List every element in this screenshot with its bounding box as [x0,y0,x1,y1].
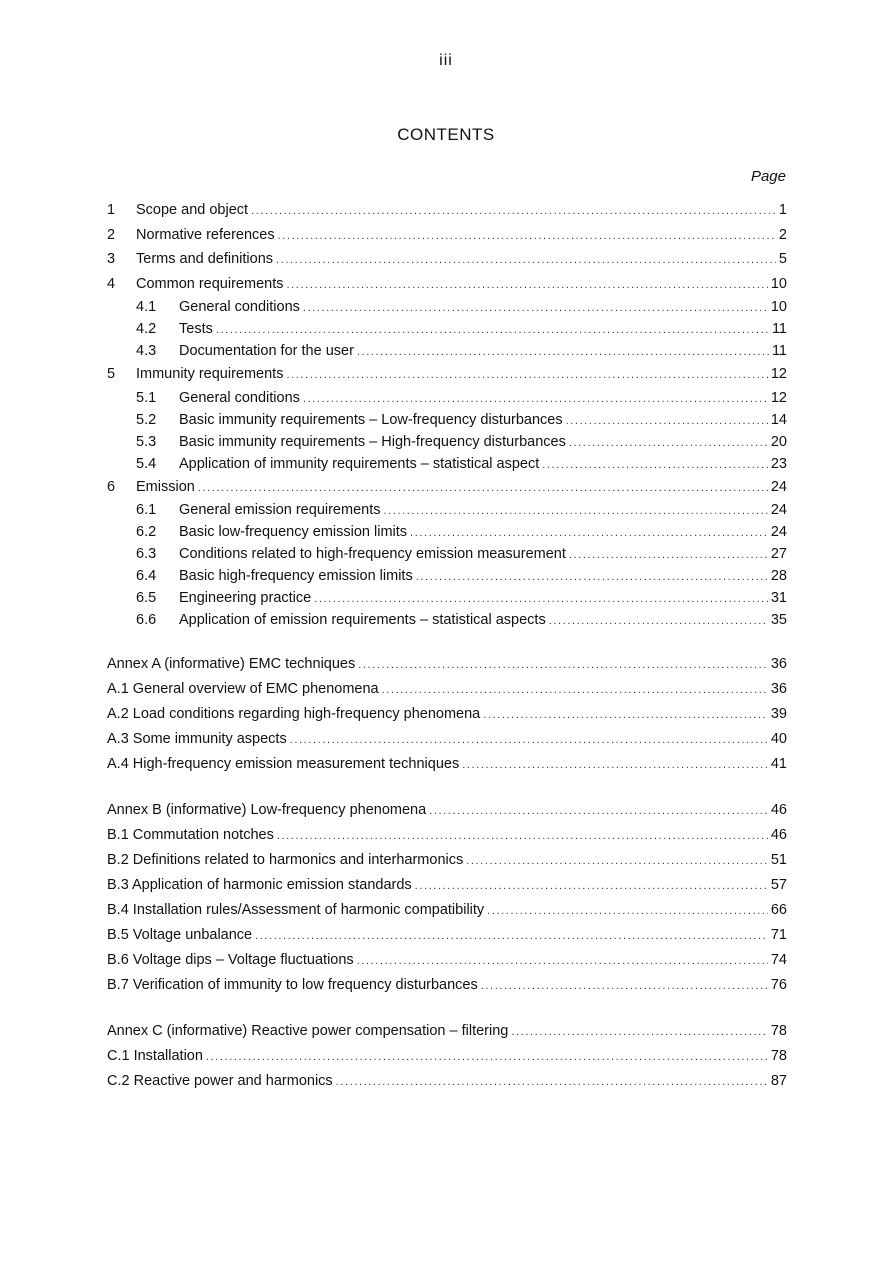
toc-entry-title: B.3 Application of harmonic emission standards [107,877,412,893]
toc-entry-number: 4.2 [136,321,157,337]
toc-dot-leader [566,410,768,432]
toc-entry-number: 3 [107,251,116,267]
toc-dot-leader [314,588,768,610]
toc-entry-number: 4 [107,275,116,292]
toc-entry-title: Annex C (informative) Reactive power compensation – filtering [107,1023,509,1039]
toc-dot-leader [483,703,768,728]
toc-entry-page: 39 [770,706,787,722]
toc-entry-page: 5 [778,251,787,267]
section-gap [107,998,787,1019]
toc-entry[interactable] [107,565,787,587]
toc-entry[interactable] [107,521,787,543]
toc-entry-title: Scope and object [136,202,249,218]
toc-dot-leader [276,248,776,273]
toc-entry-title: C.1 Installation [107,1048,203,1064]
toc-entry[interactable] [107,387,787,409]
toc-entry-title: General conditions [179,389,300,406]
toc-entry-page: 78 [770,1023,787,1039]
toc-entry[interactable] [107,318,787,340]
toc-entry-page: 40 [770,731,787,747]
toc-entry-page: 78 [770,1048,787,1064]
toc-entry[interactable] [107,898,787,923]
toc-dot-leader [303,388,768,410]
toc-entry-page: 35 [770,612,787,628]
toc-entry-title: Normative references [136,226,275,243]
toc-entry-page: 10 [770,275,787,292]
toc-entry-title: B.1 Commutation notches [107,827,274,843]
toc-entry-title: Common requirements [136,275,284,292]
toc-dot-leader [303,297,768,319]
toc-entry-page: 41 [770,756,787,772]
page-column-label: Page [750,168,786,185]
toc-entry-title: B.4 Installation rules/Assessment of harmonic compatibility [107,902,485,918]
toc-entry[interactable] [107,798,787,823]
toc-dot-leader [462,753,768,778]
toc-dot-leader [410,522,768,544]
toc-dot-leader [286,363,767,388]
toc-dot-leader [251,199,776,224]
toc-entry[interactable] [107,247,787,272]
toc-entry-page: 36 [770,656,787,672]
toc-entry-number: 6.4 [136,568,157,584]
toc-dot-leader [255,924,768,949]
toc-entry[interactable] [107,752,787,777]
toc-entry[interactable] [107,475,787,500]
toc-entry-title: Terms and definitions [136,251,274,267]
toc-entry-number: 6 [107,478,116,495]
toc-entry-page: 11 [771,321,787,337]
toc-entry-title: Documentation for the user [179,343,354,359]
toc-dot-leader [487,899,768,924]
toc-entry-page: 36 [770,681,787,697]
page-number: iii [439,52,453,69]
toc-entry-page: 51 [770,852,787,868]
toc-entry-page: 20 [770,433,787,450]
toc-entry[interactable] [107,409,787,431]
toc-entry-page: 71 [770,927,787,943]
toc-entry[interactable] [107,272,787,297]
toc-entry-title: Basic high-frequency emission limits [179,568,413,584]
toc-dot-leader [206,1045,768,1070]
toc-entry-title: General emission requirements [179,502,381,518]
toc-entry-title: B.7 Verification of immunity to low frequency disturbances [107,977,478,993]
toc-dot-leader [290,728,768,753]
toc-dot-leader [357,949,768,974]
toc-entry-title: Application of immunity requirements – statistical aspect [179,455,540,472]
toc-entry[interactable] [107,873,787,898]
toc-dot-leader [549,610,768,632]
toc-dot-leader [542,454,768,476]
toc-entry-number: 5.2 [136,411,157,428]
toc-entry-title: General conditions [179,299,300,315]
toc-entry-page: 2 [778,226,787,243]
toc-entry[interactable] [107,652,787,677]
toc-entry-title: Emission [136,478,195,495]
section-gap [107,631,787,652]
toc-entry-page: 1 [778,202,787,218]
toc-entry[interactable] [107,296,787,318]
toc-entry-title: Conditions related to high-frequency emission measurement [179,546,566,562]
toc-entry-title: Engineering practice [179,590,312,606]
toc-entry-page: 66 [770,902,787,918]
toc-entry[interactable] [107,923,787,948]
toc-entry-page: 14 [770,411,787,428]
toc-entry-page: 11 [771,343,787,359]
toc-entry[interactable] [107,223,787,248]
page-title: CONTENTS [397,125,495,144]
toc-entry-number: 5.1 [136,389,157,406]
toc-entry-title: Immunity requirements [136,366,284,382]
toc-entry-title: Application of emission requirements – statistical aspects [179,612,546,628]
toc-entry-page: 76 [770,977,787,993]
toc-entry-page: 74 [770,952,787,968]
toc-entry-page: 46 [770,802,787,818]
toc-entry[interactable] [107,340,787,362]
toc-entry-title: Annex B (informative) Low-frequency phenomena [107,802,427,818]
toc-entry-number: 5.4 [136,455,157,472]
toc-dot-leader [336,1070,768,1095]
toc-dot-leader [511,1020,768,1045]
toc-entry-page: 24 [770,524,787,540]
toc-entry[interactable] [107,543,787,565]
toc-entry[interactable] [107,362,787,387]
toc-dot-leader [383,500,767,522]
toc-entry-number: 6.1 [136,502,157,518]
toc-entry-title: Basic low-frequency emission limits [179,524,408,540]
toc-entry-number: 4.3 [136,343,157,359]
toc-entry-number: 5.3 [136,433,157,450]
toc-entry[interactable] [107,677,787,702]
toc-entry[interactable] [107,1044,787,1069]
toc-entry-title: Basic immunity requirements – High-frequency disturbances [179,433,566,450]
toc-dot-leader [277,824,768,849]
toc-entry-number: 6.6 [136,612,157,628]
toc-entry-title: Basic immunity requirements – Low-frequency disturbances [179,411,563,428]
toc-dot-leader [569,432,768,454]
toc-entry-number: 5 [107,366,116,382]
toc-entry[interactable] [107,948,787,973]
toc-entry-title: A.1 General overview of EMC phenomena [107,681,379,697]
toc-entry[interactable] [107,1069,787,1094]
toc-entry-page: 46 [770,827,787,843]
toc-dot-leader [481,974,768,999]
toc-entry-title: A.3 Some immunity aspects [107,731,287,747]
toc-entry[interactable] [107,702,787,727]
toc-dot-leader [198,476,768,501]
toc-entry-page: 57 [770,877,787,893]
toc-entry-number: 6.3 [136,546,157,562]
toc-dot-leader [429,799,768,824]
toc-entry-title: B.2 Definitions related to harmonics and interharmonics [107,852,464,868]
toc-dot-leader [357,341,769,363]
toc-entry-page: 23 [770,455,787,472]
section-gap [107,777,787,798]
toc-entry-page: 12 [770,389,787,406]
toc-entry-page: 24 [770,478,787,495]
toc-entry-number: 6.5 [136,590,157,606]
toc-dot-leader [569,544,768,566]
toc-entry[interactable] [107,823,787,848]
toc-dot-leader [278,224,776,249]
toc-dot-leader [358,653,768,678]
toc-entry-title: B.5 Voltage unbalance [107,927,253,943]
toc-entry-page: 27 [770,546,787,562]
toc-entry-title: A.4 High-frequency emission measurement techniques [107,756,460,772]
toc-entry-page: 31 [770,590,787,606]
table-of-contents [107,198,787,1094]
toc-entry[interactable] [107,973,787,998]
toc-entry-page: 10 [770,299,787,315]
toc-dot-leader [416,566,768,588]
toc-entry-number: 4.1 [136,299,157,315]
toc-entry[interactable] [107,587,787,609]
toc-entry-title: Annex A (informative) EMC techniques [107,656,356,672]
toc-entry[interactable] [107,453,787,475]
toc-entry-title: C.2 Reactive power and harmonics [107,1073,333,1089]
toc-entry-title: Tests [179,321,213,337]
toc-entry[interactable] [107,431,787,453]
toc-entry[interactable] [107,1019,787,1044]
toc-entry-title: B.6 Voltage dips – Voltage fluctuations [107,952,354,968]
toc-dot-leader [415,874,768,899]
toc-entry-page: 87 [770,1073,787,1089]
toc-entry[interactable] [107,198,787,223]
toc-dot-leader [466,849,768,874]
toc-dot-leader [286,273,767,298]
toc-entry-number: 2 [107,226,116,243]
toc-entry-title: A.2 Load conditions regarding high-frequency phenomena [107,706,481,722]
toc-entry[interactable] [107,499,787,521]
toc-entry-page: 12 [770,366,787,382]
toc-entry[interactable] [107,727,787,752]
toc-entry-page: 28 [770,568,787,584]
toc-entry-page: 24 [770,502,787,518]
toc-entry-number: 6.2 [136,524,157,540]
toc-dot-leader [382,678,768,703]
toc-entry-number: 1 [107,202,116,218]
toc-dot-leader [216,319,769,341]
toc-entry[interactable] [107,848,787,873]
toc-entry[interactable] [107,609,787,631]
